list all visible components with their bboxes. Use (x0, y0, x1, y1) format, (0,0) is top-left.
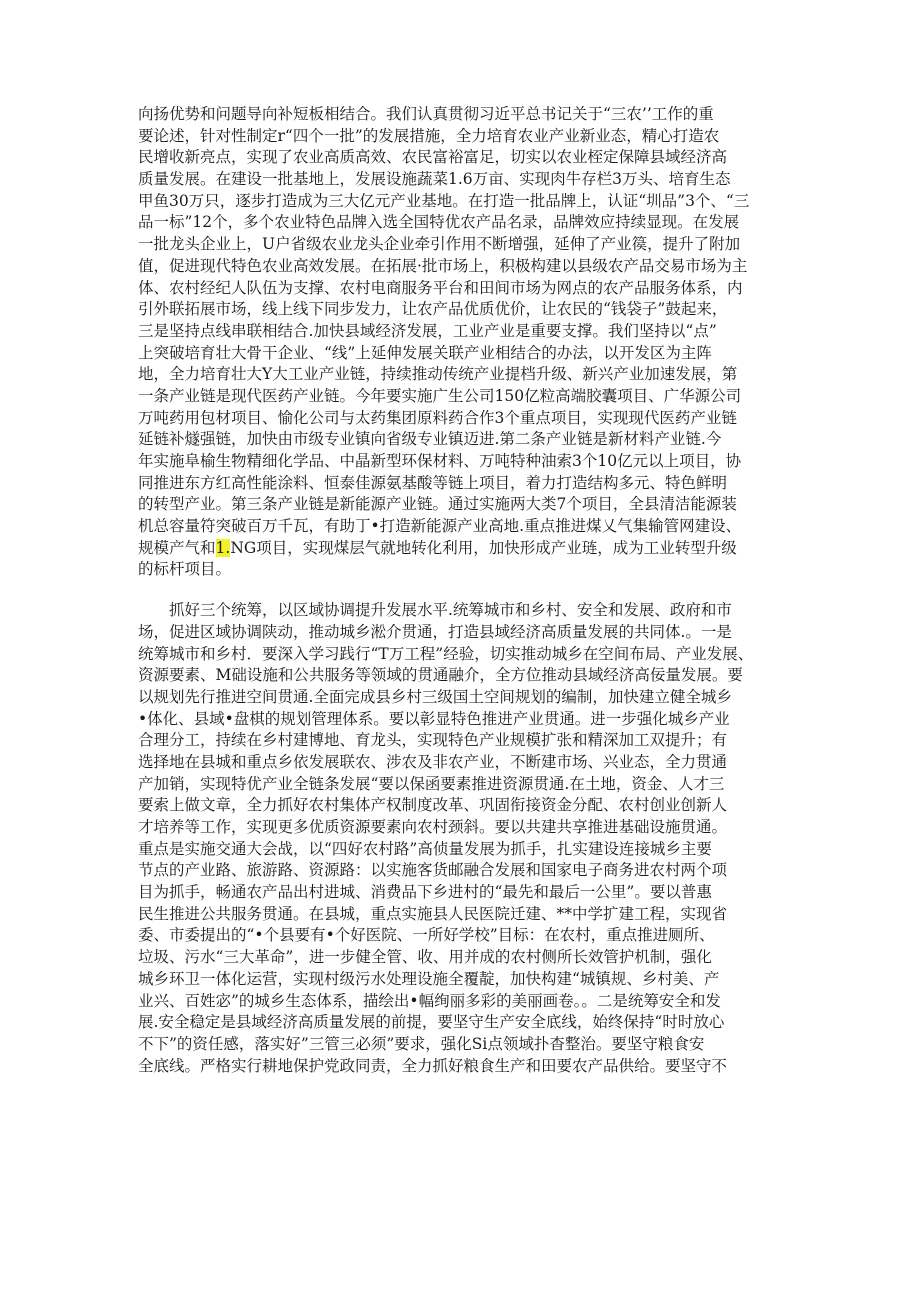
text-line: 重点是实施交通大会战，以“四好农村路”高侦量发展为抓手，扎实建设连接城乡主要 (138, 839, 712, 858)
text-line: 机总容量符突破百万千瓦，有助丁•打造新能源产业高地.重点推进煤乂气集输管网建设、 (138, 517, 742, 536)
text-line: 展.安全稳定是县域经济高质量发展的前提，要坚守生产安全底线，始终保持“时时放心 (138, 1013, 725, 1032)
text-line: 品一标”12个，多个农业特色品牌入选全国特优农产品名录，品牌效应持续显现。在发展 (138, 213, 740, 232)
text-line: 目为抓手，畅通农产品出村进城、消费品下乡进村的“最先和最后一公里”。要以普惠 (138, 883, 712, 902)
text-line: 同推进东方红高性能涂料、恒泰佳源氨基酸等链上项目，着力打造结构多元、特色鲜明 (138, 473, 728, 492)
text-line: 民增收新亮点，实现了农业高质高效、农民富裕富足，切实以农业桎定保障县域经济高 (138, 148, 728, 167)
text-line: 委、市委提出的“•个县要有•个好医院、一所好学校”目标：在农村，重点推进厕所、 (138, 926, 715, 945)
text-line: 万吨药用包材项目、愉化公司与太药集团原料药合作3个重点项目，实现现代医药产业链 (138, 408, 737, 427)
text-line: 地，全力培育壮大Y大工业产业链，持续推动传统产业提档升级、新兴产业加速发展，第 (138, 365, 738, 384)
text-line: 才培养等工作，实现更多优质资源要素向农村颈斜。要以共建共享推进基础设施贯通。 (138, 818, 728, 836)
text-line: 资源要素、M础设施和公共服务等领域的贯通融介，全方位推动县域经济高佞量发展。要 (138, 666, 743, 685)
text-before-highlight: 规模产气和 (138, 538, 216, 557)
text-line: 一批龙头企业上，U户省级农业龙头企业牵引作用不断增强，延伸了产业篌，提升了附加 (138, 235, 741, 254)
text-line: 的转型产业。第三条产业链是新能源产业链。通过实施两大类7个项目，全县清洁能源装 (138, 495, 737, 514)
text-line: 一条产业链是现代医药产业链。今年要实施广生公司150亿粒高端胶囊项目、广华源公司 (138, 386, 742, 405)
text-line: 以规划先行推进空间贯通.全面完成县乡村三级国土空间规划的编制，加快建立健全城乡 (138, 687, 732, 706)
text-line: 节点的产业路、旅游路、资源路：以实施客货邮融合发展和国家电子商务进农村两个项 (138, 861, 728, 880)
paragraph-lines (138, 104, 786, 538)
text-line: 的标杆项目。 (138, 560, 232, 579)
highlighted-line (138, 538, 786, 560)
text-line: 城乡环卫一体化运营，实现村级污水处理设施全覆靛，加快构建“城镇规、乡村美、产 (138, 969, 720, 988)
text-line: 年实施阜榆生物精细化学品、中晶新型环保材料、万吨特种油索3个10亿元以上项目，协 (138, 452, 742, 470)
text-line: 统筹城市和乡村．要深入学习践行“T万工程”经验，切实推动城乡在空间布局、产业发展、 (138, 644, 754, 663)
paragraph-gap (138, 581, 786, 600)
paragraph-industry (138, 104, 786, 581)
text-line: 值，促进现代特色农业高效发展。在拓展·批市场上，积极构建以县级农产品交易市场为主 (138, 256, 748, 275)
text-line: 延链补燧强链，加快由市级专业镇向省级专业镇迈进.第二条产业链是新材料产业链.今 (138, 430, 722, 449)
text-line: 向扬优势和问题导向补短板相结合。我们认真贯彻习近平总书记关于“三农’’工作的重 (138, 105, 714, 123)
text-line: 不下”的资任感，落实好”三管三必须”要求，强化Si点领域扑杳整治。要坚守粮食安 (138, 1034, 705, 1053)
text-line: 业兴、百姓宓”的城乡生态体系，描绘出•幅绚丽多彩的美丽画卷。。二是统筹安全和发 (138, 991, 721, 1010)
text-line: 全底线。严格实行耕地保护党政同责，全力抓好粮食生产和田要农产品供给。要坚守不 (138, 1056, 728, 1075)
document-body (138, 104, 786, 1077)
text-line: 场，促进区域协调陕动，推动城乡淞介贯通，打造县域经济高质量发展的共同体.。一是 (138, 622, 732, 641)
text-after-highlight: NG项目，实现煤层气就地转化利用，加快形成产业琏，成为工业转型升级 (230, 538, 737, 557)
text-line: 质量发展。在建设一批基地上，发展设施蔬菜1.6万亩、实现肉牛存栏3万头、培育生态 (138, 170, 731, 189)
text-line: •体化、县域•盘棋的规划管理体系。要以彰显特色推进产业贯通。进一步强化城乡产业 (138, 709, 730, 728)
text-line: 甲鱼30万只，逐步打造成为三大亿元产业基地。在打造一批品牌上，认证“圳品”3个、“三 (138, 191, 750, 210)
paragraph-coordination (138, 600, 786, 1077)
text-line: 垃圾、污水“三大革命”，进一步健全管、收、用并成的农村侧所长效管护机制，强化 (138, 948, 712, 967)
highlighted-text: 1. (215, 538, 231, 557)
text-line: 要论述，针对性制定r“四个一批”的发展措施，全力培育农业产业新业态，精心打造农 (138, 126, 720, 145)
paragraph-lines (138, 559, 786, 581)
text-line: 三是坚持点线串联相结合.加快县域经济发展，工业产业是重要支撑。我们坚持以“点” (138, 321, 717, 340)
text-line: 选择地在县城和重点乡依发展联农、涉农及非农产业，不断建市场、兴业态，全力贯通 (138, 752, 728, 771)
text-line: 民生推进公共服务贯通。在县城，重点实施县人民医院迁建、**中学扩建工程，实现省 (138, 904, 728, 923)
text-line: 体、农村经纪人队伍为支撑、农村电商服务平台和田间市场为网点的农产品服务体系，内 (138, 278, 743, 297)
text-line: 引外联拓展市场，线上线下同步发力，让农产品优质优价，让农民的“钱袋子”鼓起来， (138, 300, 728, 319)
text-line: 要索上做文章，全力抓好农村集体产权制度改革、巩固衔接资金分配、农村创业创新人 (138, 796, 728, 815)
text-line: 合理分工，持续在乡村建博地、育龙头，实现特色产业规模扩张和精深加工双提升；有 (138, 731, 728, 750)
text-line: 产加销，实现特优产业全链条发展“要以保函要素推进资源贯通.在土地，资金、人才三 (138, 774, 725, 793)
text-line: 抓好三个统筹，以区域协调提升发展水平.统筹城市和乡村、安全和发展、政府和市 (138, 601, 732, 620)
text-line: 上突破培育壮大骨干企业、“线”上延伸发展关联产业相结合的办法，以开发区为主阵 (138, 343, 712, 362)
